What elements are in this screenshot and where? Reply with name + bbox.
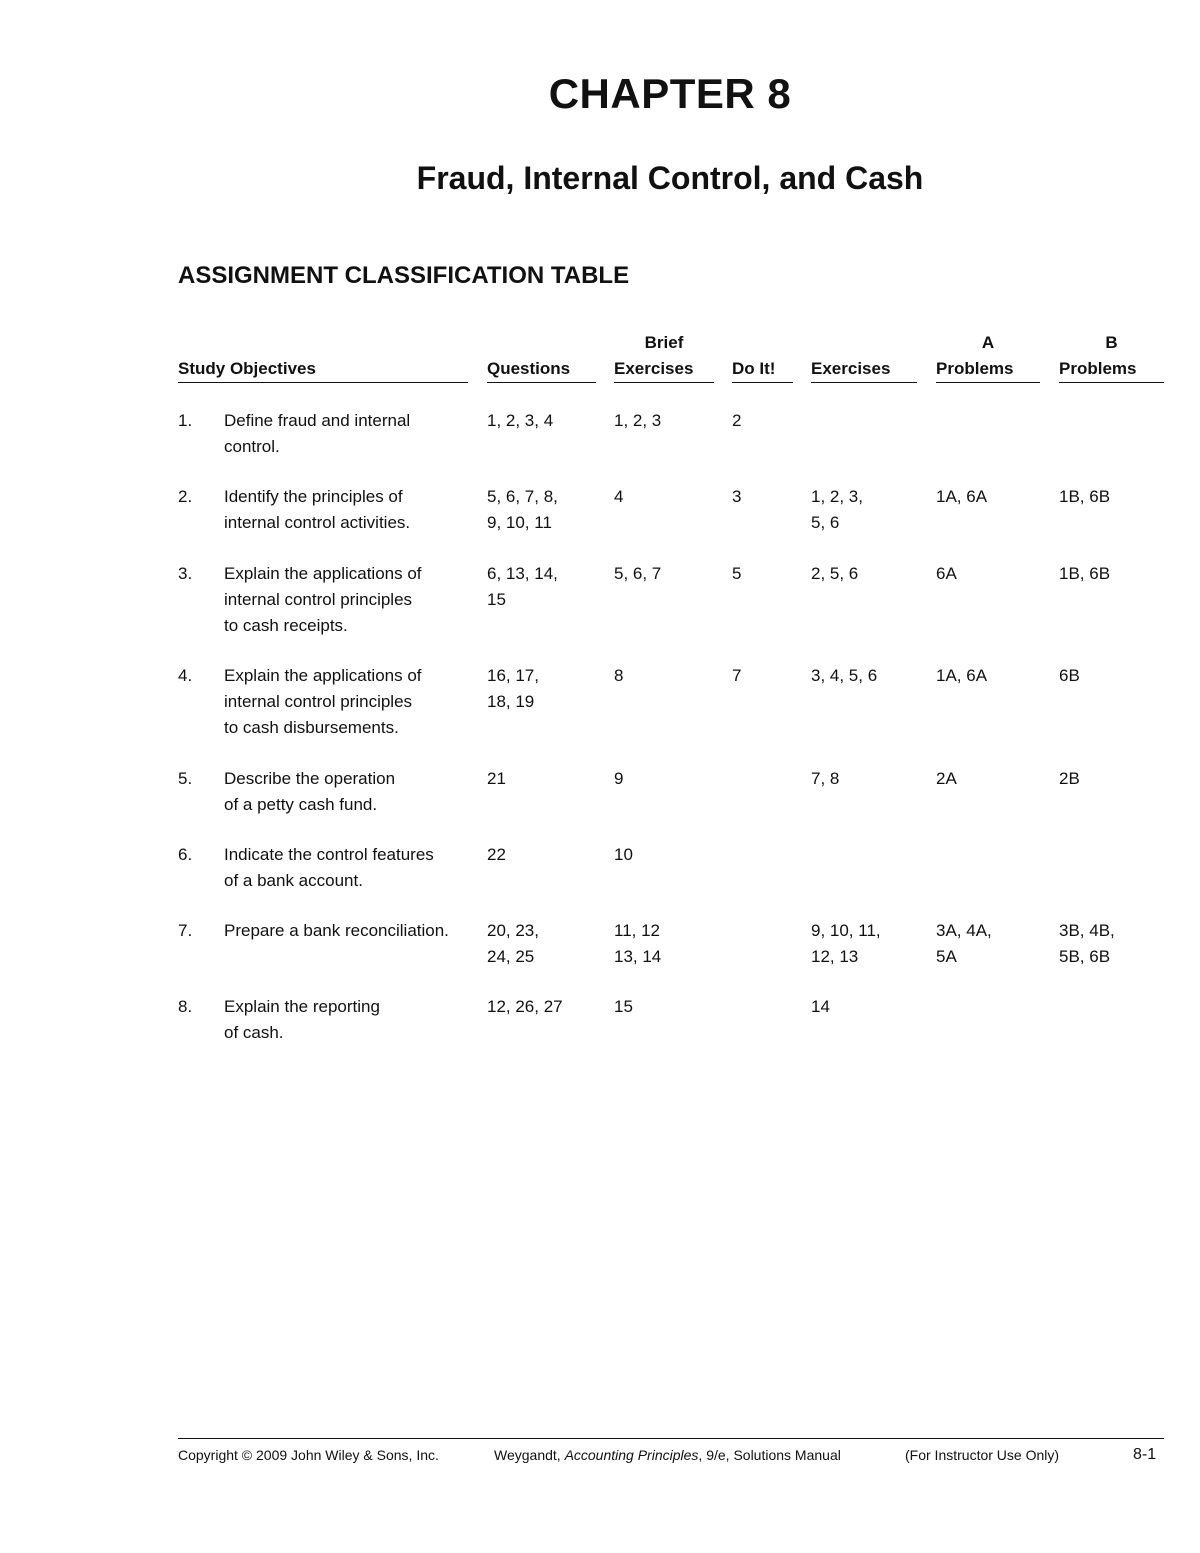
row-objective: Describe the operation of a petty cash fund.	[224, 769, 396, 814]
chapter-heading: CHAPTER 8	[548, 70, 792, 117]
row-number: 2.	[178, 487, 193, 506]
header-study-objectives: Study Objectives	[178, 356, 468, 383]
header-b-problems: Problems	[1059, 356, 1164, 383]
chapter-subtitle: Fraud, Internal Control, and Cash	[416, 160, 924, 196]
row-number: 7.	[178, 921, 193, 940]
row-b-problems: 2B	[1059, 769, 1080, 788]
row-number: 3.	[178, 564, 193, 583]
row-exercises: 3, 4, 5, 6	[811, 666, 878, 685]
row-number: 5.	[178, 769, 193, 788]
header-brief-exercises: Exercises	[614, 356, 714, 383]
row-brief-exercises: 10	[614, 845, 633, 864]
row-a-problems: 3A, 4A, 5A	[936, 921, 992, 966]
row-objective: Indicate the control features of a bank account.	[224, 845, 434, 890]
row-do-it: 3	[732, 487, 742, 506]
row-brief-exercises: 1, 2, 3	[614, 411, 662, 430]
row-objective: Identify the principles of internal control activities.	[224, 487, 411, 532]
section-title: ASSIGNMENT CLASSIFICATION TABLE	[178, 262, 630, 289]
row-exercises: 9, 10, 11, 12, 13	[811, 921, 881, 966]
page-number: 8-1	[1133, 1446, 1157, 1463]
row-exercises: 7, 8	[811, 769, 840, 788]
footer-divider	[178, 1438, 1164, 1439]
header-a-problems: Problems	[936, 356, 1040, 383]
row-b-problems: 1B, 6B	[1059, 564, 1111, 583]
row-objective: Explain the applications of internal control principles to cash disbursements.	[224, 666, 422, 737]
row-questions: 16, 17, 18, 19	[487, 666, 539, 711]
header-b-top: B	[1105, 333, 1118, 352]
row-questions: 20, 23, 24, 25	[487, 921, 539, 966]
row-brief-exercises: 11, 12 13, 14	[614, 921, 662, 966]
row-exercises: 1, 2, 3, 5, 6	[811, 487, 863, 532]
footer-edition: , 9/e, Solutions Manual	[698, 1447, 841, 1463]
row-brief-exercises: 8	[614, 666, 624, 685]
row-questions: 6, 13, 14, 15	[487, 564, 558, 609]
footer-book-credit	[494, 1445, 841, 1465]
row-questions: 12, 26, 27	[487, 997, 563, 1016]
row-exercises: 14	[811, 997, 830, 1016]
row-a-problems: 1A, 6A	[936, 666, 988, 685]
row-objective: Define fraud and internal control.	[224, 411, 411, 456]
header-do-it: Do It!	[732, 356, 793, 383]
header-a-top: A	[981, 333, 995, 352]
row-questions: 5, 6, 7, 8, 9, 10, 11	[487, 487, 558, 532]
row-objective: Explain the applications of internal control principles to cash receipts.	[224, 564, 422, 635]
row-brief-exercises: 5, 6, 7	[614, 564, 662, 583]
row-questions: 1, 2, 3, 4	[487, 411, 554, 430]
row-brief-exercises: 9	[614, 769, 624, 788]
row-objective: Prepare a bank reconciliation.	[224, 921, 449, 940]
row-b-problems: 6B	[1059, 666, 1080, 685]
row-questions: 22	[487, 845, 506, 864]
row-a-problems: 2A	[936, 769, 957, 788]
footer-book-title: Accounting Principles	[564, 1447, 699, 1463]
row-do-it: 5	[732, 564, 742, 583]
row-b-problems: 1B, 6B	[1059, 487, 1111, 506]
row-questions: 21	[487, 769, 506, 788]
header-questions: Questions	[487, 356, 596, 383]
footer-copyright: Copyright © 2009 John Wiley & Sons, Inc.	[178, 1447, 439, 1463]
row-exercises: 2, 5, 6	[811, 564, 859, 583]
row-number: 4.	[178, 666, 193, 685]
row-number: 1.	[178, 411, 193, 430]
footer-author: Weygandt,	[494, 1447, 565, 1463]
row-brief-exercises: 15	[614, 997, 633, 1016]
row-a-problems: 6A	[936, 564, 957, 583]
row-do-it: 7	[732, 666, 742, 685]
row-number: 6.	[178, 845, 193, 864]
footer-note: (For Instructor Use Only)	[905, 1447, 1060, 1463]
header-exercises: Exercises	[811, 356, 917, 383]
header-brief-top: Brief	[644, 333, 684, 352]
row-brief-exercises: 4	[614, 487, 624, 506]
row-do-it: 2	[732, 411, 742, 430]
row-a-problems: 1A, 6A	[936, 487, 988, 506]
row-objective: Explain the reporting of cash.	[224, 997, 380, 1042]
row-number: 8.	[178, 997, 193, 1016]
row-b-problems: 3B, 4B, 5B, 6B	[1059, 921, 1115, 966]
